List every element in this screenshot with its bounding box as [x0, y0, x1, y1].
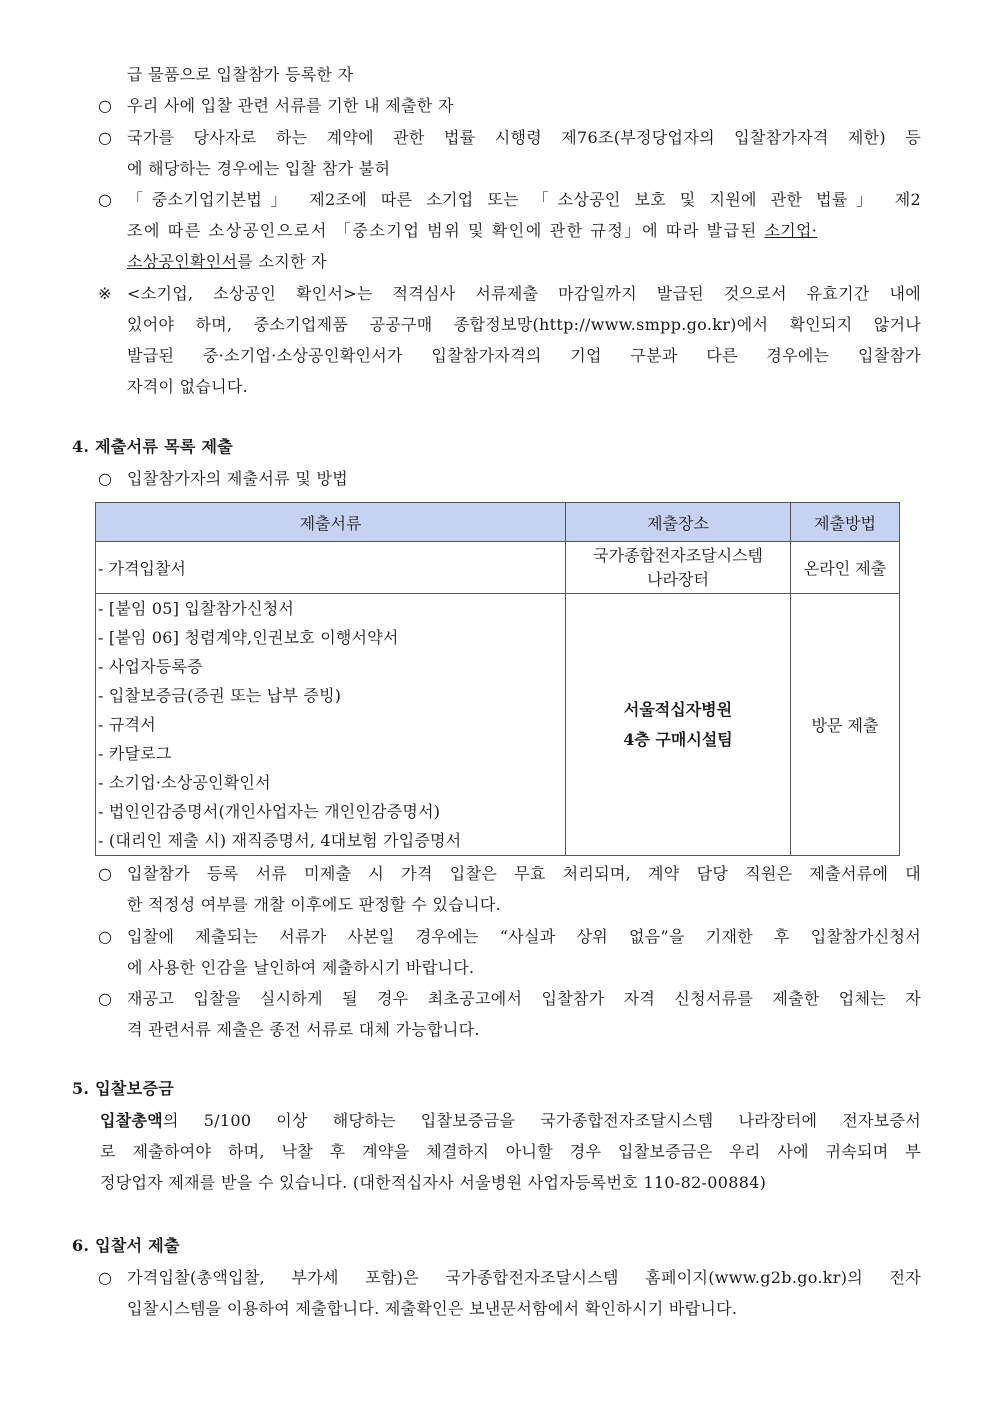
- eligibility-item-3-line-3: [127, 250, 327, 276]
- note-line-2: 있어야 하며, 중소기업제품 공공구매 종합정보망(http://www.smpp.go.kr)에서 확인되지 않거나: [127, 315, 921, 334]
- visit-place: [566, 594, 791, 856]
- bid-bond-line-2: 로 제출하여야 하며, 낙찰 후 계약을 체결하지 아니할 경우 입찰보증금은 우리 사에 귀속되며 부: [100, 1142, 921, 1161]
- circle-bullet-icon: ○: [98, 96, 112, 115]
- submission-documents-table: [95, 502, 900, 856]
- table-header-row: [96, 503, 900, 542]
- circle-bullet-icon: ○: [98, 989, 112, 1008]
- circle-bullet-icon: ○: [98, 864, 112, 883]
- small-business-certificate-link-part-1: 소기업·: [764, 221, 818, 240]
- price-bid-place: [566, 542, 791, 594]
- list-item: - 사업자등록증: [98, 657, 203, 676]
- price-bid-method: 온라인 제출: [791, 542, 900, 594]
- header-place: 제출장소: [566, 503, 791, 542]
- section-4-subtitle: 입찰참가자의 제출서류 및 방법: [127, 469, 348, 488]
- list-item: - 규격서: [98, 715, 156, 734]
- eligibility-item-3-line-2-text: 조에 따른 소상공인으로서 「중소기업 범위 및 확인에 관한 규정」에 따라 발급된: [127, 221, 765, 240]
- note-4-2-line-1: 입찰에 제출되는 서류가 사본일 경우에는 “사실과 상위 없음”을 기재한 후 입찰참가신청서: [127, 927, 921, 946]
- bid-bond-line-1-text: 의 5/100 이상 해당하는 입찰보증금을 국가종합전자조달시스템 나라장터에 전자보증서: [163, 1111, 921, 1130]
- circle-bullet-icon: ○: [98, 128, 112, 147]
- circle-bullet-icon: ○: [98, 190, 112, 209]
- note-line-4: 자격이 없습니다.: [127, 377, 249, 396]
- eligibility-item-2-line-1: 국가를 당사자로 하는 계약에 관한 법률 시행령 제76조(부정당업자의 입찰참가자격 제한) 등: [127, 128, 921, 147]
- list-item: - 법인인감증명서(개인사업자는 개인인감증명서): [98, 802, 441, 821]
- price-bid-document: - 가격입찰서: [96, 542, 566, 594]
- bid-bond-line-1: [100, 1109, 921, 1135]
- header-documents: 제출서류: [96, 503, 566, 542]
- visit-documents-list: [98, 594, 565, 855]
- eligibility-item-3-line-1: 「중소기업기본법」 제2조에 따른 소기업 또는 「소상공인 보호 및 지원에 관한 법률」 제2: [127, 190, 921, 209]
- visit-documents-cell: [96, 594, 566, 856]
- eligibility-item-2-line-2: 에 해당하는 경우에는 입찰 참가 불허: [127, 159, 391, 178]
- list-item: - 소기업·소상공인확인서: [98, 773, 271, 792]
- section-5-heading: 5. 입찰보증금: [72, 1079, 174, 1098]
- eligibility-continuation: 급 물품으로 입찰참가 등록한 자: [127, 65, 354, 84]
- circle-bullet-icon: ○: [98, 469, 112, 488]
- visit-method: 방문 제출: [791, 594, 900, 856]
- note-4-1-line-1: 입찰참가 등록 서류 미제출 시 가격 입찰은 무효 처리되며, 계약 담당 직원은 제출서류에 대: [127, 864, 921, 883]
- list-item: - [붙임 05] 입찰참가신청서: [98, 599, 295, 618]
- small-business-certificate-link-part-2: 소상공인확인서: [127, 252, 238, 271]
- bid-bond-line-3: 정당업자 제재를 받을 수 있습니다. (대한적십자사 서울병원 사업자등록번호 110-82-00884): [100, 1173, 767, 1192]
- bid-submission-line-1: 가격입찰(총액입찰, 부가세 포함)은 국가종합전자조달시스템 홈페이지(www.g2b.go.kr)의 전자: [127, 1268, 921, 1287]
- table-row: [96, 594, 900, 856]
- note-4-3-line-1: 재공고 입찰을 실시하게 될 경우 최초공고에서 입찰참가 자격 신청서류를 제출한 업체는 자: [127, 989, 921, 1008]
- table-row: [96, 542, 900, 594]
- eligibility-item-3-line-2: [127, 219, 921, 245]
- note-line-1: <소기업, 소상공인 확인서>는 적격심사 서류제출 마감일까지 발급된 것으로서 유효기간 내에: [127, 284, 921, 303]
- section-6-heading: 6. 입찰서 제출: [72, 1236, 180, 1255]
- note-4-3-line-2: 격 관련서류 제출은 종전 서류로 대체 가능합니다.: [127, 1020, 480, 1039]
- list-item: - (대리인 제출 시) 재직증명서, 4대보험 가입증명서: [98, 831, 462, 850]
- price-bid-place-line-2: 나라장터: [647, 569, 709, 589]
- bid-submission-line-2: 입찰시스템을 이용하여 제출합니다. 제출확인은 보낸문서함에서 확인하시기 바랍니다.: [127, 1299, 738, 1318]
- list-item: - 입찰보증금(증권 또는 납부 증빙): [98, 686, 342, 705]
- section-4-heading: 4. 제출서류 목록 제출: [72, 437, 233, 456]
- price-bid-place-line-1: 국가종합전자조달시스템: [592, 545, 764, 565]
- note-4-2-line-2: 에 사용한 인감을 날인하여 제출하시기 바랍니다.: [127, 958, 475, 977]
- reference-mark-icon: ※: [98, 284, 112, 303]
- visit-place-line-1: 서울적십자병원: [623, 699, 733, 719]
- circle-bullet-icon: ○: [98, 1268, 112, 1287]
- header-method: 제출방법: [791, 503, 900, 542]
- bid-total-label: 입찰총액: [100, 1111, 164, 1130]
- list-item: - 카달로그: [98, 744, 172, 763]
- list-item: - [붙임 06] 청렴계약,인권보호 이행서약서: [98, 628, 399, 647]
- eligibility-item-1: 우리 사에 입찰 관련 서류를 기한 내 제출한 자: [127, 96, 454, 115]
- visit-place-line-2: 4층 구매시설팀: [623, 729, 733, 749]
- eligibility-item-3-line-3-text: 를 소지한 자: [237, 252, 327, 271]
- circle-bullet-icon: ○: [98, 927, 112, 946]
- note-line-3: 발급된 중·소기업·소상공인확인서가 입찰참가자격의 기업 구분과 다른 경우에는 입찰참가: [127, 346, 921, 365]
- note-4-1-line-2: 한 적정성 여부를 개찰 이후에도 판정할 수 있습니다.: [127, 895, 501, 914]
